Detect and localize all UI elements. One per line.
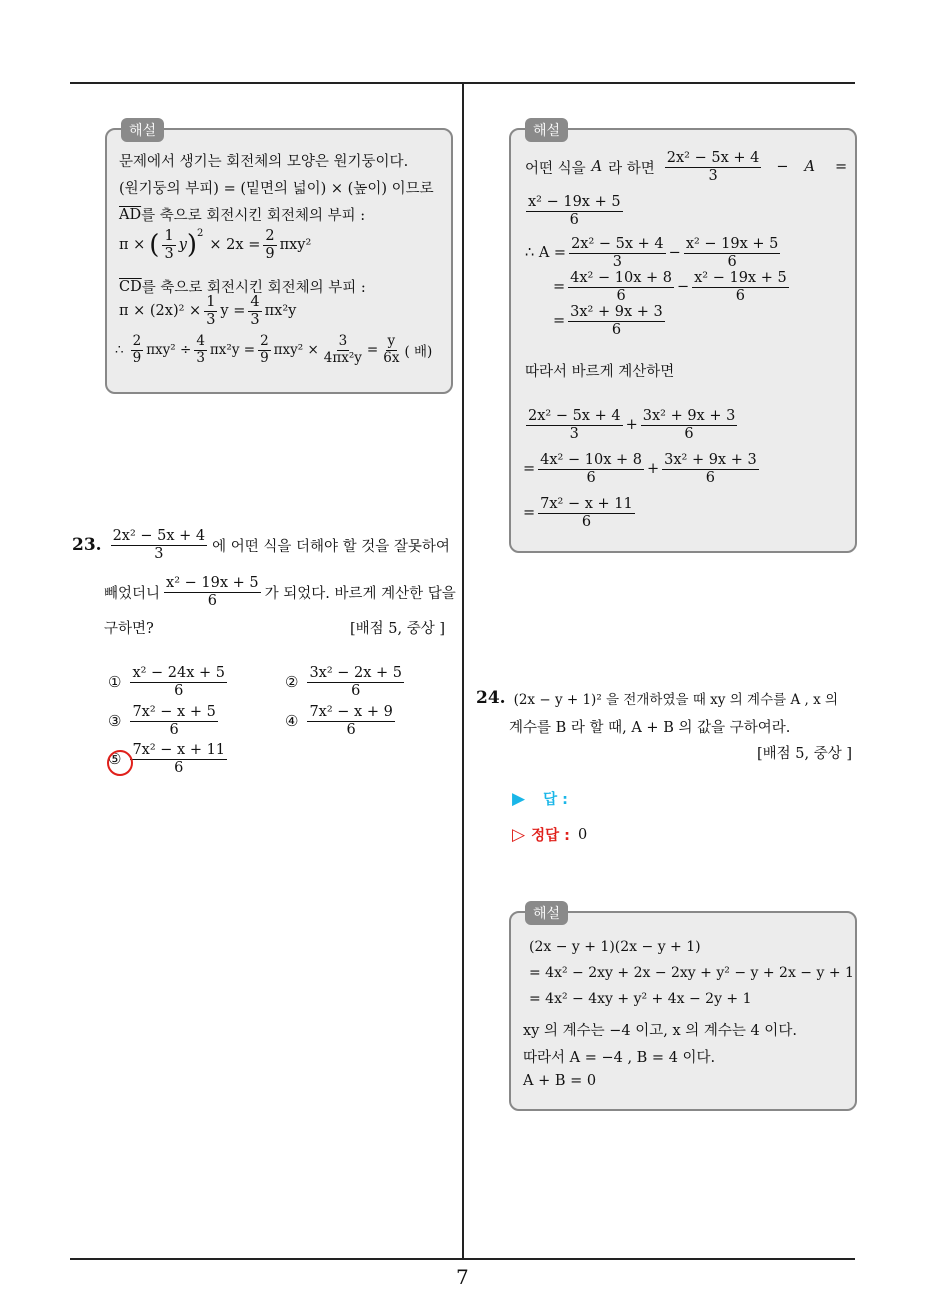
- solution-formula: π × (2x)² × $\frac{1}{3}$ y = $\frac{4}{3}$ πx²y: [119, 294, 297, 328]
- solution-formula: ∴ $\frac{2}{9}$ πxy² ÷ $\frac{4}{3}$ πx²y = $\frac{2}{9}$ πxy² × $\frac{3}{\text{4πx²y}}$ = $\frac{y}{6x}$ ( 배): [115, 333, 433, 366]
- solution-line: A + B = 0: [523, 1073, 597, 1089]
- page-number: 7: [456, 1265, 469, 1289]
- solution-box-q22: [105, 123, 453, 394]
- solution-line: 문제에서 생기는 회전체의 모양은 원기둥이다.: [119, 154, 409, 170]
- option-3[interactable]: ③ $\frac{\text{7x² − x + 5}}{6}$: [108, 704, 216, 738]
- selected-answer-circle-icon: [107, 750, 133, 776]
- solution-formula: $\frac{\text{2x² − 5x + 4}}{3}$ + $\frac{\text{3x² + 9x + 3}}{6}$: [528, 408, 736, 442]
- solution-line: = 4x² − 4xy + y² + 4x − 2y + 1: [529, 991, 752, 1007]
- solution-line: xy 의 계수는 −4 이고, x 의 계수는 4 이다.: [523, 1023, 797, 1039]
- solution-formula: 어떤 식을 A 라 하면 $\frac{\text{2x² − 5x + 4}}{3}$ − A =: [525, 150, 848, 184]
- question-23-line3: 구하면?: [104, 621, 154, 637]
- solution-line: 따라서 바르게 계산하면: [525, 364, 675, 380]
- question-23-line2: 빼었더니 $\frac{\text{x² − 19x + 5}}{6}$ 가 되었다. 바르게 계산한 답을: [104, 575, 456, 609]
- solution-box-q23: [509, 123, 857, 553]
- solution-formula: = $\frac{\text{3x² + 9x + 3}}{6}$: [553, 304, 663, 338]
- solution-tag: 해설: [121, 118, 164, 142]
- solution-line: (2x − y + 1)(2x − y + 1): [529, 939, 701, 955]
- solution-box-q24: [509, 906, 857, 1111]
- bottom-rule: [70, 1258, 855, 1260]
- solution-formula: = $\frac{\text{4x² − 10x + 8}}{6}$ + $\frac{\text{3x² + 9x + 3}}{6}$: [523, 452, 757, 486]
- correct-answer-row: ▷ 정답 : 0: [512, 824, 588, 845]
- column-divider: [462, 82, 464, 1260]
- solution-tag: 해설: [525, 901, 568, 925]
- question-23-line1: 23. $\frac{\text{2x² − 5x + 4}}{3}$ 에 어떤 식을 더해야 할 것을 잘못하여: [72, 528, 450, 562]
- solution-line: $\overline{AD}$ 를 축으로 회전시킨 회전체의 부피 :: [119, 206, 366, 224]
- solution-line: = 4x² − 2xy + 2x − 2xy + y² − y + 2x − y + 1: [529, 965, 854, 981]
- option-2[interactable]: ② $\frac{\text{3x² − 2x + 5}}{6}$: [285, 665, 403, 699]
- question-24-score: [배점 5, 중상 ]: [757, 746, 853, 762]
- solution-line: $\overline{CD}$ 를 축으로 회전시킨 회전체의 부피 :: [119, 278, 366, 296]
- solution-tag: 해설: [525, 118, 568, 142]
- solution-line: 따라서 A = −4 , B = 4 이다.: [523, 1050, 716, 1066]
- solution-formula: = $\frac{\text{7x² − x + 11}}{6}$: [523, 496, 633, 530]
- solution-formula: ∴ A = $\frac{\text{2x² − 5x + 4}}{3}$ − $\frac{\text{x² − 19x + 5}}{6}$: [525, 236, 779, 270]
- option-1[interactable]: ① $\frac{\text{x² − 24x + 5}}{6}$: [108, 665, 226, 699]
- outline-arrow-icon: ▷: [512, 824, 526, 845]
- option-5[interactable]: ⑤ $\frac{\text{7x² − x + 11}}{6}$: [108, 742, 226, 776]
- play-arrow-icon: ▶: [512, 788, 526, 809]
- solution-line: (원기둥의 부피) = (밑면의 넓이) × (높이) 이므로: [119, 181, 434, 197]
- answer-row: ▶ 답 :: [512, 788, 568, 809]
- option-4[interactable]: ④ $\frac{\text{7x² − x + 9}}{6}$: [285, 704, 393, 738]
- solution-formula: π × ( $\frac{1}{3}$ y ) $^2$ × 2x = $\frac{2}{9}$ πxy²: [119, 228, 312, 262]
- question-24-line1: 24. (2x − y + 1)² 을 전개하였을 때 xy 의 계수를 A , x 의: [476, 688, 839, 708]
- solution-formula: = $\frac{\text{4x² − 10x + 8}}{6}$ − $\frac{\text{x² − 19x + 5}}{6}$: [553, 270, 787, 304]
- solution-formula: $\frac{\text{x² − 19x + 5}}{6}$: [528, 194, 621, 228]
- question-24-line2: 계수를 B 라 할 때, A + B 의 값을 구하여라.: [509, 720, 791, 736]
- question-23-score: [배점 5, 중상 ]: [350, 621, 446, 637]
